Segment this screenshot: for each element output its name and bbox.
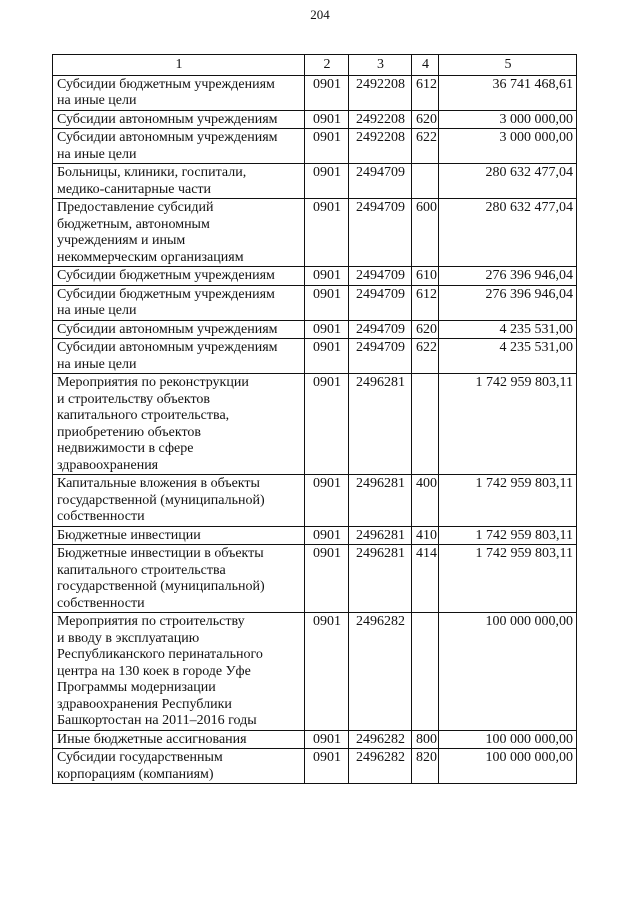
- row-article-code: 2496282: [349, 730, 412, 749]
- row-article-code: 2496281: [349, 526, 412, 545]
- row-section-code: 0901: [305, 285, 349, 320]
- header-col-1: 1: [53, 55, 305, 76]
- table-row: [53, 285, 577, 320]
- header-col-5: 5: [439, 55, 577, 76]
- row-name: Бюджетные инвестиции в объекты капитального строительства государственной (муниципальной) собственности: [53, 545, 305, 613]
- row-name: Иные бюджетные ассигнования: [53, 730, 305, 749]
- table-row: [53, 75, 577, 110]
- row-name: Субсидии автономным учреждениям на иные цели: [53, 129, 305, 164]
- row-amount: 3 000 000,00: [439, 110, 577, 129]
- row-amount: 1 742 959 803,11: [439, 545, 577, 613]
- row-article-code: 2494709: [349, 267, 412, 286]
- row-expense-type: 400: [412, 475, 439, 527]
- table-row: [53, 749, 577, 784]
- row-expense-type: 410: [412, 526, 439, 545]
- row-section-code: 0901: [305, 267, 349, 286]
- row-amount: 100 000 000,00: [439, 613, 577, 731]
- header-row: [53, 55, 577, 76]
- row-article-code: 2496281: [349, 545, 412, 613]
- row-expense-type: [412, 613, 439, 731]
- row-article-code: 2492208: [349, 110, 412, 129]
- row-name: Бюджетные инвестиции: [53, 526, 305, 545]
- row-section-code: 0901: [305, 613, 349, 731]
- table-row: [53, 475, 577, 527]
- row-name: Субсидии автономным учреждениям: [53, 320, 305, 339]
- row-article-code: 2496282: [349, 613, 412, 731]
- row-amount: 100 000 000,00: [439, 730, 577, 749]
- row-article-code: 2494709: [349, 285, 412, 320]
- row-article-code: 2492208: [349, 129, 412, 164]
- row-article-code: 2496281: [349, 374, 412, 475]
- row-section-code: 0901: [305, 374, 349, 475]
- table-row: [53, 339, 577, 374]
- row-amount: 100 000 000,00: [439, 749, 577, 784]
- row-amount: 1 742 959 803,11: [439, 374, 577, 475]
- row-expense-type: 610: [412, 267, 439, 286]
- row-expense-type: 612: [412, 285, 439, 320]
- row-section-code: 0901: [305, 545, 349, 613]
- row-expense-type: [412, 164, 439, 199]
- row-article-code: 2494709: [349, 199, 412, 267]
- row-expense-type: [412, 374, 439, 475]
- row-name: Субсидии бюджетным учреждениям на иные цели: [53, 75, 305, 110]
- table-row: [53, 164, 577, 199]
- row-amount: 280 632 477,04: [439, 164, 577, 199]
- row-section-code: 0901: [305, 199, 349, 267]
- row-name: Субсидии государственным корпорациям (компаниям): [53, 749, 305, 784]
- row-amount: 1 742 959 803,11: [439, 526, 577, 545]
- table-row: [53, 374, 577, 475]
- row-name: Субсидии автономным учреждениям на иные цели: [53, 339, 305, 374]
- row-name: Капитальные вложения в объекты государственной (муниципальной) собственности: [53, 475, 305, 527]
- row-name: Мероприятия по строительству и вводу в эксплуатацию Республиканского перинатального центра на 130 коек в городе Уфе Программы модернизации здравоохранения Республики Башкортостан на 2011–2016 годы: [53, 613, 305, 731]
- row-section-code: 0901: [305, 320, 349, 339]
- table-row: [53, 613, 577, 731]
- row-article-code: 2496281: [349, 475, 412, 527]
- row-expense-type: 620: [412, 320, 439, 339]
- row-expense-type: 622: [412, 129, 439, 164]
- row-name: Субсидии бюджетным учреждениям: [53, 267, 305, 286]
- row-amount: 280 632 477,04: [439, 199, 577, 267]
- row-amount: 3 000 000,00: [439, 129, 577, 164]
- row-expense-type: 414: [412, 545, 439, 613]
- table-row: [53, 730, 577, 749]
- table-row: [53, 320, 577, 339]
- row-name: Предоставление субсидий бюджетным, автономным учреждениям и иным некоммерческим организациям: [53, 199, 305, 267]
- row-amount: 1 742 959 803,11: [439, 475, 577, 527]
- row-article-code: 2494709: [349, 320, 412, 339]
- row-expense-type: 820: [412, 749, 439, 784]
- row-amount: 4 235 531,00: [439, 339, 577, 374]
- table-row: [53, 267, 577, 286]
- row-expense-type: 622: [412, 339, 439, 374]
- row-section-code: 0901: [305, 129, 349, 164]
- header-col-3: 3: [349, 55, 412, 76]
- row-section-code: 0901: [305, 75, 349, 110]
- row-section-code: 0901: [305, 526, 349, 545]
- row-amount: 276 396 946,04: [439, 267, 577, 286]
- table-row: [53, 545, 577, 613]
- row-amount: 4 235 531,00: [439, 320, 577, 339]
- table-row: [53, 526, 577, 545]
- row-amount: 36 741 468,61: [439, 75, 577, 110]
- row-name: Субсидии бюджетным учреждениям на иные цели: [53, 285, 305, 320]
- row-name: Больницы, клиники, госпитали, медико-санитарные части: [53, 164, 305, 199]
- row-expense-type: 620: [412, 110, 439, 129]
- row-expense-type: 800: [412, 730, 439, 749]
- table-row: [53, 129, 577, 164]
- budget-table: [52, 54, 577, 784]
- row-expense-type: 600: [412, 199, 439, 267]
- row-article-code: 2496282: [349, 749, 412, 784]
- row-article-code: 2494709: [349, 164, 412, 199]
- row-article-code: 2494709: [349, 339, 412, 374]
- table-row: [53, 110, 577, 129]
- table-row: [53, 199, 577, 267]
- row-name: Мероприятия по реконструкции и строительству объектов капитального строительства, приобретению объектов недвижимости в сфере здравоохранения: [53, 374, 305, 475]
- header-col-4: 4: [412, 55, 439, 76]
- row-article-code: 2492208: [349, 75, 412, 110]
- row-section-code: 0901: [305, 164, 349, 199]
- row-expense-type: 612: [412, 75, 439, 110]
- row-section-code: 0901: [305, 339, 349, 374]
- row-name: Субсидии автономным учреждениям: [53, 110, 305, 129]
- row-section-code: 0901: [305, 110, 349, 129]
- page-number: 204: [310, 7, 330, 22]
- row-section-code: 0901: [305, 730, 349, 749]
- row-amount: 276 396 946,04: [439, 285, 577, 320]
- row-section-code: 0901: [305, 475, 349, 527]
- row-section-code: 0901: [305, 749, 349, 784]
- header-col-2: 2: [305, 55, 349, 76]
